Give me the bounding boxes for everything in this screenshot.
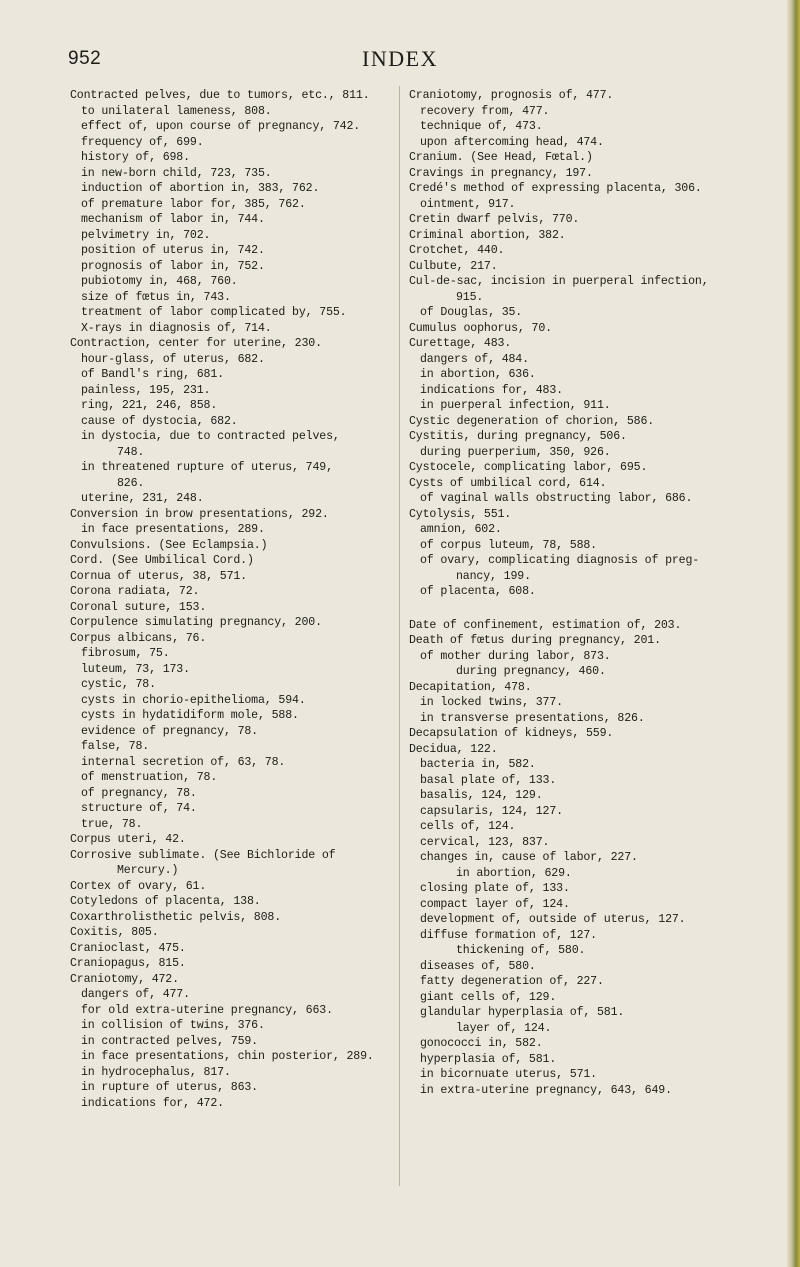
- index-entry: Crotchet, 440.: [409, 244, 505, 257]
- index-subentry: cysts in hydatidiform mole, 588.: [81, 709, 299, 722]
- index-entry: Cotyledons of placenta, 138.: [70, 895, 261, 908]
- index-subentry: development of, outside of uterus, 127.: [420, 913, 686, 926]
- index-entry: Craniopagus, 815.: [70, 957, 186, 970]
- index-subentry: cysts in chorio-epithelioma, 594.: [81, 693, 306, 707]
- index-entry: Cretin dwarf pelvis, 770.: [409, 213, 580, 226]
- index-entry: Date of confinement, estimation of, 203.: [409, 618, 682, 632]
- index-subentry: of premature labor for, 385, 762.: [81, 197, 306, 211]
- index-entry: Convulsions. (See Eclampsia.): [70, 538, 268, 552]
- index-subentry: luteum, 73, 173.: [81, 662, 190, 676]
- index-subentry: frequency of, 699.: [81, 135, 204, 149]
- index-subentry: in locked twins, 377.: [420, 696, 563, 709]
- index-subentry: cause of dystocia, 682.: [81, 414, 238, 428]
- index-entry: Coxarthrolisthetic pelvis, 808.: [70, 910, 282, 924]
- index-subentry: evidence of pregnancy, 78.: [81, 724, 258, 738]
- index-subentry: changes in, cause of labor, 227.: [420, 851, 638, 864]
- index-entry: Contracted pelves, due to tumors, etc., 811.: [70, 89, 370, 102]
- index-subentry: false, 78.: [81, 740, 150, 753]
- page-edge: [786, 0, 800, 1267]
- index-entry: Cranium. (See Head, Fœtal.): [409, 151, 593, 164]
- index-entry: Curettage, 483.: [409, 337, 512, 350]
- index-entry: Corpus albicans, 76.: [70, 631, 207, 645]
- index-subentry: in abortion, 636.: [420, 368, 536, 381]
- index-subentry: treatment of labor complicated by, 755.: [81, 306, 347, 319]
- index-subentry: in dystocia, due to contracted pelves,: [81, 430, 340, 443]
- index-subentry: in abortion, 629.: [456, 866, 572, 880]
- index-entry: Cravings in pregnancy, 197.: [409, 166, 593, 180]
- index-subentry: fatty degeneration of, 227.: [420, 975, 604, 988]
- index-subentry: 826.: [117, 476, 145, 490]
- index-subentry: of corpus luteum, 78, 588.: [420, 538, 597, 552]
- index-entry: Corpus uteri, 42.: [70, 833, 186, 846]
- index-entry: Criminal abortion, 382.: [409, 228, 566, 242]
- index-subentry: ring, 221, 246, 858.: [81, 399, 218, 412]
- index-entry: Cranioclast, 475.: [70, 941, 186, 955]
- index-entry: Death of fœtus during pregnancy, 201.: [409, 634, 661, 647]
- index-entry: Conversion in brow presentations, 292.: [70, 507, 329, 521]
- index-subentry: dangers of, 477.: [81, 988, 190, 1001]
- index-subentry: capsularis, 124, 127.: [420, 804, 563, 818]
- index-subentry: position of uterus in, 742.: [81, 244, 265, 257]
- index-subentry: in rupture of uterus, 863.: [81, 1081, 258, 1094]
- index-subentry: true, 78.: [81, 817, 143, 831]
- index-entry: Corrosive sublimate. (See Bichloride of: [70, 848, 336, 862]
- index-entry: Decapsulation of kidneys, 559.: [409, 727, 614, 740]
- index-subentry: induction of abortion in, 383, 762.: [81, 182, 320, 195]
- index-subentry: cells of, 124.: [420, 820, 516, 833]
- section-gap: [409, 600, 754, 618]
- index-subentry: recovery from, 477.: [420, 104, 550, 118]
- index-entry: Cytolysis, 551.: [409, 507, 512, 521]
- index-subentry: dangers of, 484.: [420, 352, 529, 366]
- index-subentry: in contracted pelves, 759.: [81, 1034, 258, 1048]
- index-subentry: painless, 195, 231.: [81, 383, 211, 397]
- index-subentry: in transverse presentations, 826.: [420, 711, 645, 725]
- index-entry: Cortex of ovary, 61.: [70, 879, 207, 893]
- index-entry: Cumulus oophorus, 70.: [409, 321, 552, 335]
- index-subentry: for old extra-uterine pregnancy, 663.: [81, 1003, 333, 1017]
- index-entry: Cystocele, complicating labor, 695.: [409, 461, 648, 474]
- index-subentry: structure of, 74.: [81, 802, 197, 815]
- index-subentry: bacteria in, 582.: [420, 758, 536, 771]
- index-entry: Credé's method of expressing placenta, 306.: [409, 182, 702, 195]
- index-entry: Coronal suture, 153.: [70, 600, 207, 614]
- index-subentry: Mercury.): [117, 864, 179, 877]
- column-divider: [399, 86, 400, 1186]
- index-subentry: diseases of, 580.: [420, 959, 536, 973]
- index-subentry: history of, 698.: [81, 151, 190, 164]
- index-subentry: of placenta, 608.: [420, 585, 536, 598]
- index-subentry: of pregnancy, 78.: [81, 786, 197, 800]
- index-subentry: indications for, 483.: [420, 383, 563, 397]
- index-subentry: cystic, 78.: [81, 678, 156, 691]
- index-subentry: nancy, 199.: [456, 569, 531, 583]
- index-subentry: of ovary, complicating diagnosis of preg-: [420, 554, 700, 567]
- index-entry: Cord. (See Umbilical Cord.): [70, 554, 254, 567]
- index-subentry: upon aftercoming head, 474.: [420, 135, 604, 149]
- index-subentry: basalis, 124, 129.: [420, 789, 543, 802]
- index-subentry: mechanism of labor in, 744.: [81, 213, 265, 226]
- index-subentry: of Douglas, 35.: [420, 306, 523, 319]
- index-subentry: of mother during labor, 873.: [420, 649, 611, 663]
- index-entry: Decapitation, 478.: [409, 680, 532, 694]
- index-subentry: size of fœtus in, 743.: [81, 290, 231, 304]
- index-subentry: in threatened rupture of uterus, 749,: [81, 461, 333, 474]
- index-subentry: pelvimetry in, 702.: [81, 228, 211, 242]
- index-column-left: [70, 88, 420, 1111]
- index-entry: Corpulence simulating pregnancy, 200.: [70, 616, 322, 629]
- index-subentry: glandular hyperplasia of, 581.: [420, 1006, 625, 1019]
- index-subentry: 748.: [117, 445, 145, 459]
- index-subentry: hyperplasia of, 581.: [420, 1052, 557, 1066]
- index-subentry: 915.: [456, 290, 484, 304]
- index-subentry: in face presentations, chin posterior, 289.: [81, 1050, 374, 1063]
- index-subentry: layer of, 124.: [456, 1021, 552, 1035]
- index-subentry: prognosis of labor in, 752.: [81, 259, 265, 273]
- index-subentry: to unilateral lameness, 808.: [81, 104, 272, 118]
- index-subentry: technique of, 473.: [420, 120, 543, 133]
- index-subentry: gonococci in, 582.: [420, 1037, 543, 1050]
- index-entry: Corona radiata, 72.: [70, 585, 200, 598]
- index-subentry: amnion, 602.: [420, 523, 502, 536]
- index-subentry: giant cells of, 129.: [420, 990, 557, 1004]
- index-subentry: in bicornuate uterus, 571.: [420, 1068, 597, 1081]
- index-column-right: [409, 88, 754, 1098]
- page-header: [0, 48, 800, 78]
- index-subentry: basal plate of, 133.: [420, 773, 557, 787]
- index-entry: Culbute, 217.: [409, 259, 498, 273]
- index-entry: Cornua of uterus, 38, 571.: [70, 569, 247, 583]
- index-subentry: X-rays in diagnosis of, 714.: [81, 321, 272, 335]
- index-subentry: of menstruation, 78.: [81, 771, 218, 784]
- index-subentry: in face presentations, 289.: [81, 523, 265, 536]
- index-subentry: in hydrocephalus, 817.: [81, 1065, 231, 1079]
- index-entry: Craniotomy, prognosis of, 477.: [409, 89, 614, 102]
- index-subentry: internal secretion of, 63, 78.: [81, 755, 286, 769]
- index-subentry: uterine, 231, 248.: [81, 492, 204, 505]
- page-title: INDEX: [362, 46, 438, 71]
- index-subentry: ointment, 917.: [420, 197, 516, 211]
- index-subentry: cervical, 123, 837.: [420, 835, 550, 849]
- index-entry: Craniotomy, 472.: [70, 972, 179, 986]
- page-number: 952: [68, 48, 102, 69]
- index-subentry: in puerperal infection, 911.: [420, 399, 611, 412]
- index-subentry: diffuse formation of, 127.: [420, 928, 597, 942]
- index-subentry: in collision of twins, 376.: [81, 1019, 265, 1032]
- index-entry: Cysts of umbilical cord, 614.: [409, 476, 607, 490]
- index-subentry: compact layer of, 124.: [420, 897, 570, 911]
- index-subentry: in extra-uterine pregnancy, 643, 649.: [420, 1083, 672, 1097]
- index-entry: Coxitis, 805.: [70, 926, 159, 939]
- index-entry: Contraction, center for uterine, 230.: [70, 337, 322, 350]
- index-subentry: of Bandl's ring, 681.: [81, 368, 224, 381]
- index-subentry: during pregnancy, 460.: [456, 665, 606, 678]
- index-subentry: closing plate of, 133.: [420, 882, 570, 895]
- index-subentry: effect of, upon course of pregnancy, 742.: [81, 120, 361, 133]
- index-subentry: of vaginal walls obstructing labor, 686.: [420, 492, 693, 505]
- index-entry: Cystitis, during pregnancy, 506.: [409, 430, 627, 443]
- index-entry: Decidua, 122.: [409, 742, 498, 756]
- index-subentry: in new-born child, 723, 735.: [81, 166, 272, 180]
- index-subentry: hour-glass, of uterus, 682.: [81, 352, 265, 366]
- index-subentry: fibrosum, 75.: [81, 647, 170, 660]
- index-subentry: pubiotomy in, 468, 760.: [81, 275, 238, 288]
- index-entry: Cul-de-sac, incision in puerperal infection,: [409, 275, 709, 288]
- index-subentry: indications for, 472.: [81, 1096, 224, 1110]
- index-subentry: thickening of, 580.: [456, 944, 586, 957]
- index-subentry: during puerperium, 350, 926.: [420, 445, 611, 459]
- index-entry: Cystic degeneration of chorion, 586.: [409, 414, 655, 428]
